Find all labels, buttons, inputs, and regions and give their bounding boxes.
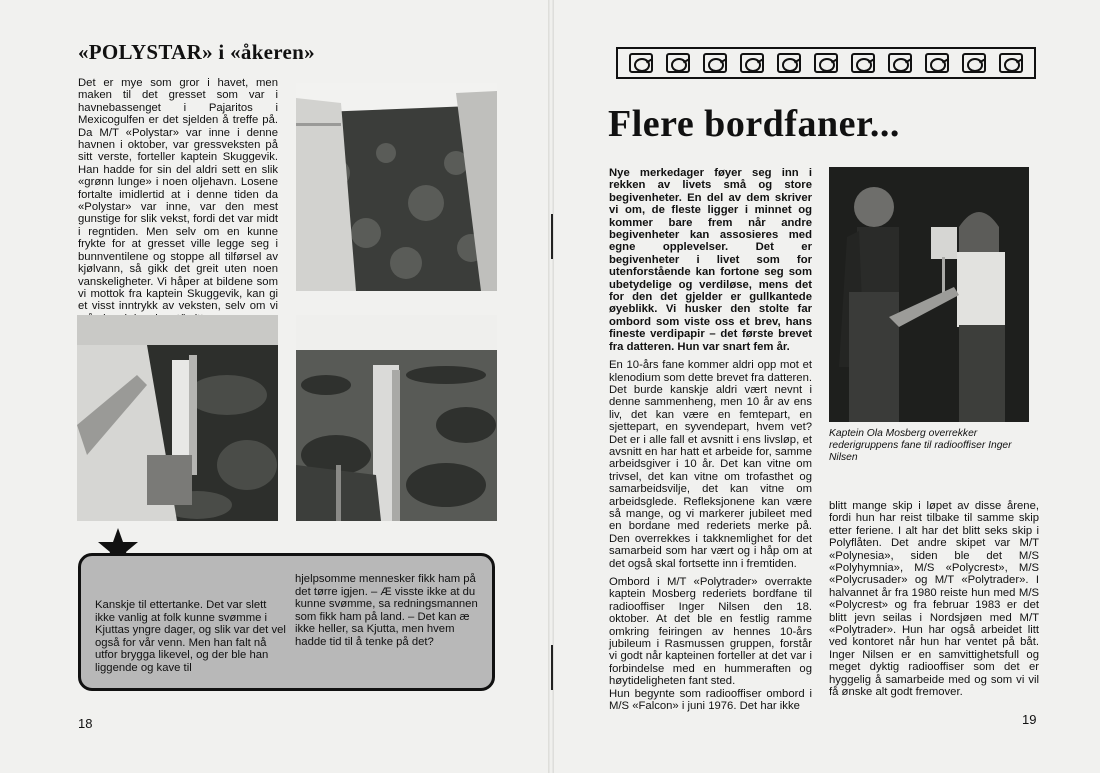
company-flag-icon [851,53,875,73]
page-number-left: 18 [78,716,93,731]
page-number-right: 19 [1022,712,1037,727]
article-paragraph: Ombord i M/T «Polytrader» overrakte kaptein Mosberg rederiets bordfane til radiooffiser Inger Nilsen den 18. oktober. At det ble en festlig ramme omkring feiringen av hennes 10-års jubileum i Rasmussen gruppen, forstår vi godt når kapteinen forteller at det var i forbindelse med en hummeraften og høytideligheten fant sted. [609,576,812,688]
award-handover-photo [829,167,1029,422]
company-flag-icon [814,53,838,73]
harbor-grass-photo-2 [296,315,497,521]
company-flag-icon [666,53,690,73]
right-page-title: Flere bordfaner... [608,103,900,145]
photo-caption: Kaptein Ola Mosberg overrekker rederigruppens fane til radiooffiser Inger Nilsen [829,428,1012,463]
right-article-col-1 [609,167,812,718]
company-flag-icon [962,53,986,73]
left-article-body: Det er mye som gror i havet, men maken til det gresset som var i havnebassenget i Pajaritos i Mexicogulfen er det sjelden å treffe på. Da M/T «Polystar» var inne i denne havnen i oktober, var gressveksten på sitt verste, forteller kaptein Skuggevik. Han hadde for sin del aldri sett en slik «grønn lunge» i noen oljehavn. Losene fortalte imidlertid at i denne tiden da «Polystar» var inne, var den mest gunstige for slik vekst, fordi det var midt i regntiden. Men selv om en kunne frykte for at gresset ville legge seg i bunnventilene og stoppe all tilførsel av kjølvann, så gikk det greit uten noen vanskeligheter. Vi håper at bildene som vi mottok fra kaptein Skuggevik, kan gi et visst inntrykk av veksten, selv om vi [78,77,278,313]
article-lead: Nye merkedager føyer seg inn i rekken av livets små og store begivenheter. En del av dem skriver vi om, de fleste ligger i minnet og kommer bare frem når andre begivenheter kan assosieres med egne opplevelser. Det er begivenheter i livet som for utenforstående kan fortone seg som ubetydelige og verdiløse, mens det for den det gjelder er gullkantede øyeblikk. Vi husker den stolte far ombord som viste oss et brev, hans fineste verdipapir – det første brevet fra datteren. Hun var snart fem år. [609,167,812,353]
company-flag-icon [703,53,727,73]
right-article-col-2: blitt mange skip i løpet av disse årene, fordi hun har reist tilbake til samme skip etter feriene. I alt har det blitt seks skip i Polyflåten. Det andre skipet var M/T «Polynesia», siden ble det M/S «Polyhymnia», M/S «Polycrest», M/S «Polycrusader» og M/T «Polytrader». I halvannet år fra 1980 reiste hun med M/S «Polycrest» og fra februar 1983 er det blitt jevn seilas i Nordsjøen med M/T «Polytrader». Hun har også arbeidet litt ved kontoret når hun har ventet på båt. Inger Nilsen er en samvittighetsfull og meget dyktig radiooffiser som det er hyggelig å samarbeide med og som vi vil få ønske alt godt fremover. [829,500,1039,699]
company-flag-icon [888,53,912,73]
anecdote-column-1: Kanskje til ettertanke. Det var slett ikke vanlig at folk kunne svømme i Kjuttas yngre dager, og slik var det vel også for vår venn. Men han falt nå utfor brygga likevel, og der ble han liggende og kave til [95,599,286,674]
company-flag-banner [616,47,1036,79]
harbor-grass-photo-1 [296,83,497,291]
left-page-title: «POLYSTAR» i «åkeren» [78,40,315,64]
anecdote-box [78,553,495,691]
article-paragraph: Hun begynte som radiooffiser ombord i M/S «Falcon» i juni 1976. Det har ikke [609,687,812,713]
anecdote-column-2: hjelpsomme mennesker fikk ham på det tørre igjen. – Æ visste ikke at du kunne svømme, sa redningsmannen som fikk ham på land. – Det kan æ ikke heller, sa Kjutta, men hvem hadde tid til å tenke på det? [295,573,478,648]
company-flag-icon [740,53,764,73]
right-page [550,0,1100,773]
article-paragraph: En 10-års fane kommer aldri opp mot et klenodium som dette brevet fra datteren. Det burde kanskje aldri vært nevnt i denne sammenheng, men 10 år av ens liv, det kan være en femtepart, en sjettepart, en syvendepart, hvem vet? Det er i alle fall et avsnitt i ens livsløp, et avsnitt en har hatt et arbeide for, samme arbeidsgiver i 10 år. Det kan vitne om trivsel, det kan vitne om trofasthet og samarbeidsvilje, det kan vitne om arbeidsglede. Refleksjonene kan være så mange, og vi markerer jubileet med en bordane med rederiets merke på. Den overrekkes i takknemlighet for det samarbeid som har vært og i håp om at det også skal fortsette inn i fremtiden. [609,359,812,570]
company-flag-icon [925,53,949,73]
company-flag-icon [777,53,801,73]
company-flag-icon [999,53,1023,73]
ship-deck-photo [77,315,278,521]
company-flag-icon [629,53,653,73]
